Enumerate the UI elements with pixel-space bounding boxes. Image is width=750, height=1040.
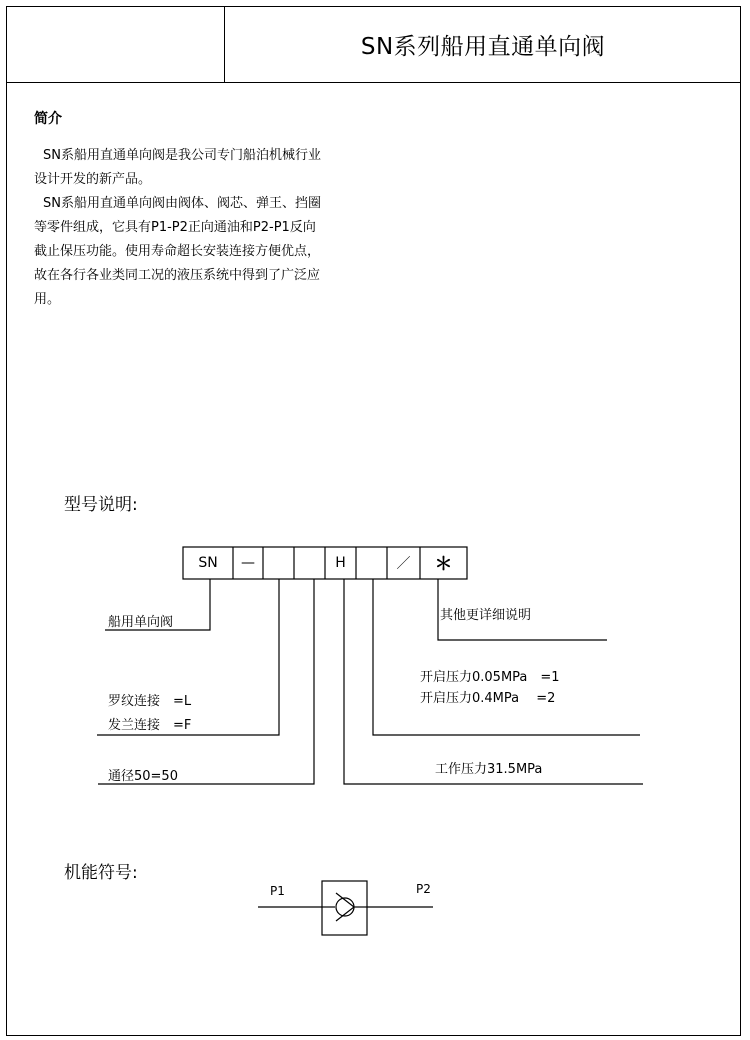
label-flange-connection: 发兰连接 =F — [108, 718, 192, 733]
code-cell-dash: — — [241, 555, 255, 571]
code-cell-slash: ／ — [396, 556, 411, 572]
label-bore: 通径50=50 — [108, 769, 178, 784]
label-other-details: 其他更详细说明 — [440, 608, 532, 623]
intro-heading: 简介 — [34, 111, 62, 127]
label-opening-pressure-2: 开启压力0.4MPa =2 — [420, 691, 556, 706]
port-p1-label: P1 — [270, 884, 285, 898]
intro-paragraph-1: SN系船用直通单向阀是我公司专门船泊机械行业设计开发的新产品。 — [34, 148, 321, 187]
port-p2-label: P2 — [416, 882, 431, 896]
code-cell-series: SN — [198, 555, 218, 571]
code-cell-pressure-class: H — [335, 555, 346, 571]
label-marine-check-valve: 船用单向阀 — [108, 615, 174, 630]
symbol-section-title: 机能符号: — [64, 863, 138, 883]
model-section-title: 型号说明: — [64, 495, 138, 515]
code-cell-other: ＊ — [434, 554, 453, 575]
label-working-pressure: 工作压力31.5MPa — [435, 762, 543, 777]
label-opening-pressure-1: 开启压力0.05MPa =1 — [420, 670, 560, 685]
page-title: SN系列船用直通单向阀 — [360, 34, 606, 60]
intro-paragraph-2: SN系船用直通单向阀由阀体、阀芯、弹王、挡圈等零件组成，它具有P1-P2正向通油和P2-P1反向截止保压功能。使用寿命超长安装连接方便优点，故在各行各业类同工况的液压系统中得到了广泛应用。 — [34, 196, 321, 307]
label-thread-connection: 罗纹连接 =L — [108, 694, 192, 709]
